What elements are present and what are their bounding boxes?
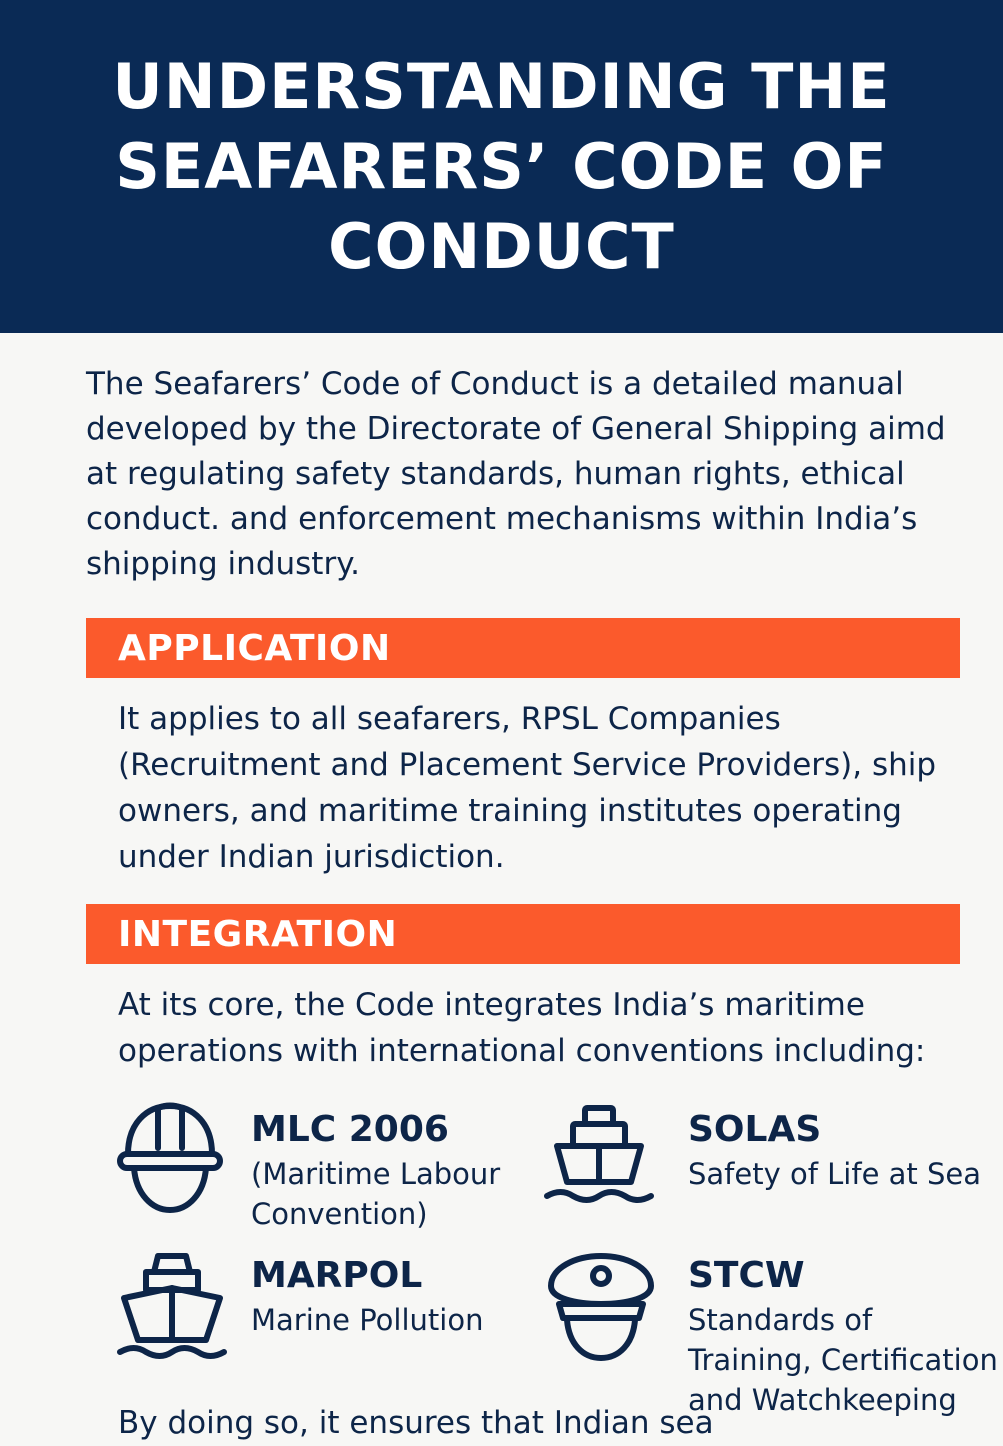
- convention-desc-marpol: Marine Pollution: [251, 1303, 484, 1337]
- integration-heading-bar: [86, 904, 960, 964]
- intro-paragraph: The Seafarers’ Code of Conduct is a detailed manual developed by the Directorate of General Shipping aimd at regulating safety standards, human rights, ethical conduct. and enforcement mechanisms within India’s shipping industry.: [86, 366, 946, 582]
- hard-hat-icon: [114, 1098, 226, 1216]
- convention-name-marpol: MARPOL: [251, 1255, 423, 1296]
- header-banner: [0, 0, 1003, 333]
- captain-cap-icon: [545, 1248, 657, 1366]
- ship-bow-icon: [116, 1246, 228, 1364]
- integration-paragraph: At its core, the Code integrates India’s maritime operations with international conventions including:: [118, 987, 926, 1069]
- integration-heading: INTEGRATION: [118, 913, 398, 955]
- footer-paragraph: By doing so, it ensures that Indian sea: [118, 1405, 714, 1441]
- convention-desc-mlc: (Maritime Labour Convention): [251, 1157, 501, 1231]
- page-title: UNDERSTANDING THE SEAFARERS’ CODE OF CONDUCT: [112, 49, 891, 283]
- convention-desc-stcw: Standards of Training, Certification and Watchkeeping: [688, 1303, 998, 1417]
- application-paragraph: It applies to all seafarers, RPSL Companies (Recruitment and Placement Service Providers), ship owners, and maritime training institutes operating under Indian jurisdiction.: [118, 701, 937, 875]
- convention-name-stcw: STCW: [688, 1255, 805, 1296]
- application-heading: APPLICATION: [118, 627, 391, 669]
- convention-desc-solas: Safety of Life at Sea: [688, 1157, 982, 1191]
- convention-name-solas: SOLAS: [688, 1109, 822, 1150]
- application-heading-bar: [86, 618, 960, 678]
- convention-name-mlc: MLC 2006: [251, 1109, 449, 1150]
- ship-icon: [543, 1100, 655, 1218]
